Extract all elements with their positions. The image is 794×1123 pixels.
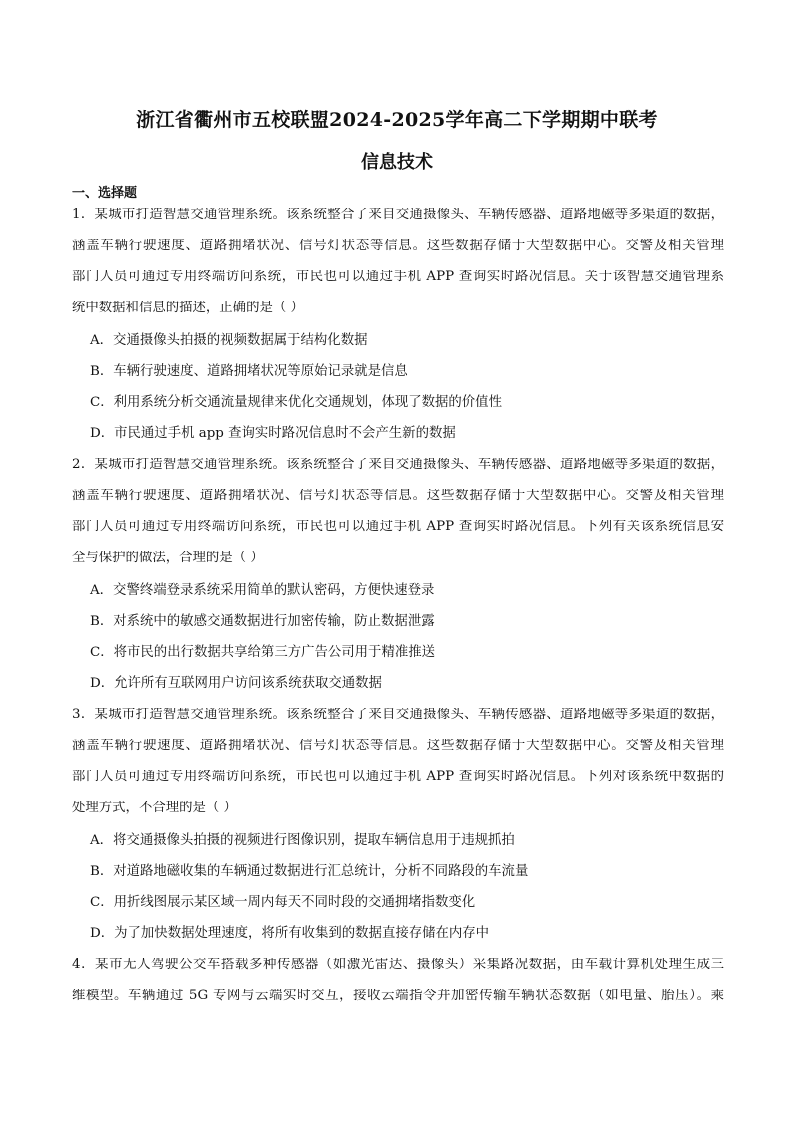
question-1-option-d: D．市民通过手机 app 查询实时路况信息时不会产生新的数据 — [90, 426, 456, 441]
question-4-stem-line: 4．某市无人驾驶公交车搭载多种传感器（如激光雷达、摄像头）采集路况数据，由车载计算机处理生成三 — [72, 958, 724, 972]
question-2-stem-line: 涵盖车辆行驶速度、道路拥堵状况、信号灯状态等信息。这些数据存储于大型数据中心。交警及相关管理 — [72, 489, 724, 503]
document-title: 浙江省衢州市五校联盟2024-2025学年高二下学期期中联考 — [136, 109, 658, 131]
section-heading: 一、选择题 — [72, 186, 138, 201]
question-2-stem-line: 2．某城市打造智慧交通管理系统。该系统整合了来自交通摄像头、车辆传感器、道路地磁等多渠道的数据， — [72, 458, 724, 472]
question-3-stem-line: 3．某城市打造智慧交通管理系统。该系统整合了来自交通摄像头、车辆传感器、道路地磁等多渠道的数据， — [72, 708, 724, 722]
question-1-option-c: C．利用系统分析交通流量规律来优化交通规划，体现了数据的价值性 — [90, 395, 502, 410]
question-2-stem-line: 部门人员可通过专用终端访问系统，市民也可以通过手机 APP 查询实时路况信息。下列有关该系统信息安 — [72, 520, 724, 534]
question-2-option-a: A．交警终端登录系统采用简单的默认密码，方便快速登录 — [90, 583, 435, 598]
question-3-option-c: C．用折线图展示某区域一周内每天不同时段的交通拥堵指数变化 — [90, 895, 476, 910]
question-3-option-d: D．为了加快数据处理速度，将所有收集到的数据直接存储在内存中 — [90, 926, 490, 941]
question-3-option-b: B．对道路地磁收集的车辆通过数据进行汇总统计，分析不同路段的车流量 — [90, 864, 529, 879]
document-subtitle: 信息技术 — [361, 152, 433, 173]
question-1-stem-line: 1．某城市打造智慧交通管理系统。该系统整合了来自交通摄像头、车辆传感器、道路地磁等多渠道的数据， — [72, 208, 724, 222]
question-3-option-a: A．将交通摄像头拍摄的视频进行图像识别，提取车辆信息用于违规抓拍 — [90, 833, 515, 848]
question-1-option-a: A．交通摄像头拍摄的视频数据属于结构化数据 — [90, 333, 368, 348]
question-3-stem-line: 涵盖车辆行驶速度、道路拥堵状况、信号灯状态等信息。这些数据存储于大型数据中心。交警及相关管理 — [72, 739, 724, 753]
question-1-stem-line: 统中数据和信息的描述，正确的是（ ） — [72, 301, 304, 315]
question-3-stem-line: 处理方式，不合理的是（ ） — [72, 801, 237, 815]
question-1-stem-line: 涵盖车辆行驶速度、道路拥堵状况、信号灯状态等信息。这些数据存储于大型数据中心。交警及相关管理 — [72, 239, 724, 253]
question-2-option-b: B．对系统中的敏感交通数据进行加密传输，防止数据泄露 — [90, 614, 435, 629]
question-1-stem-line: 部门人员可通过专用终端访问系统，市民也可以通过手机 APP 查询实时路况信息。关于该智慧交通管理系 — [72, 270, 724, 284]
question-3-stem-line: 部门人员可通过专用终端访问系统，市民也可以通过手机 APP 查询实时路况信息。下列对该系统中数据的 — [72, 770, 724, 784]
question-1-option-b: B．车辆行驶速度、道路拥堵状况等原始记录就是信息 — [90, 364, 408, 379]
question-2-option-d: D．允许所有互联网用户访问该系统获取交通数据 — [90, 676, 382, 691]
question-2-option-c: C．将市民的出行数据共享给第三方广告公司用于精准推送 — [90, 645, 436, 660]
question-2-stem-line: 全与保护的做法，合理的是（ ） — [72, 551, 264, 565]
question-4-stem-line: 维模型。车辆通过 5G 专网与云端实时交互，接收云端指令并加密传输车辆状态数据（如电量、胎压）。乘 — [72, 989, 724, 1003]
